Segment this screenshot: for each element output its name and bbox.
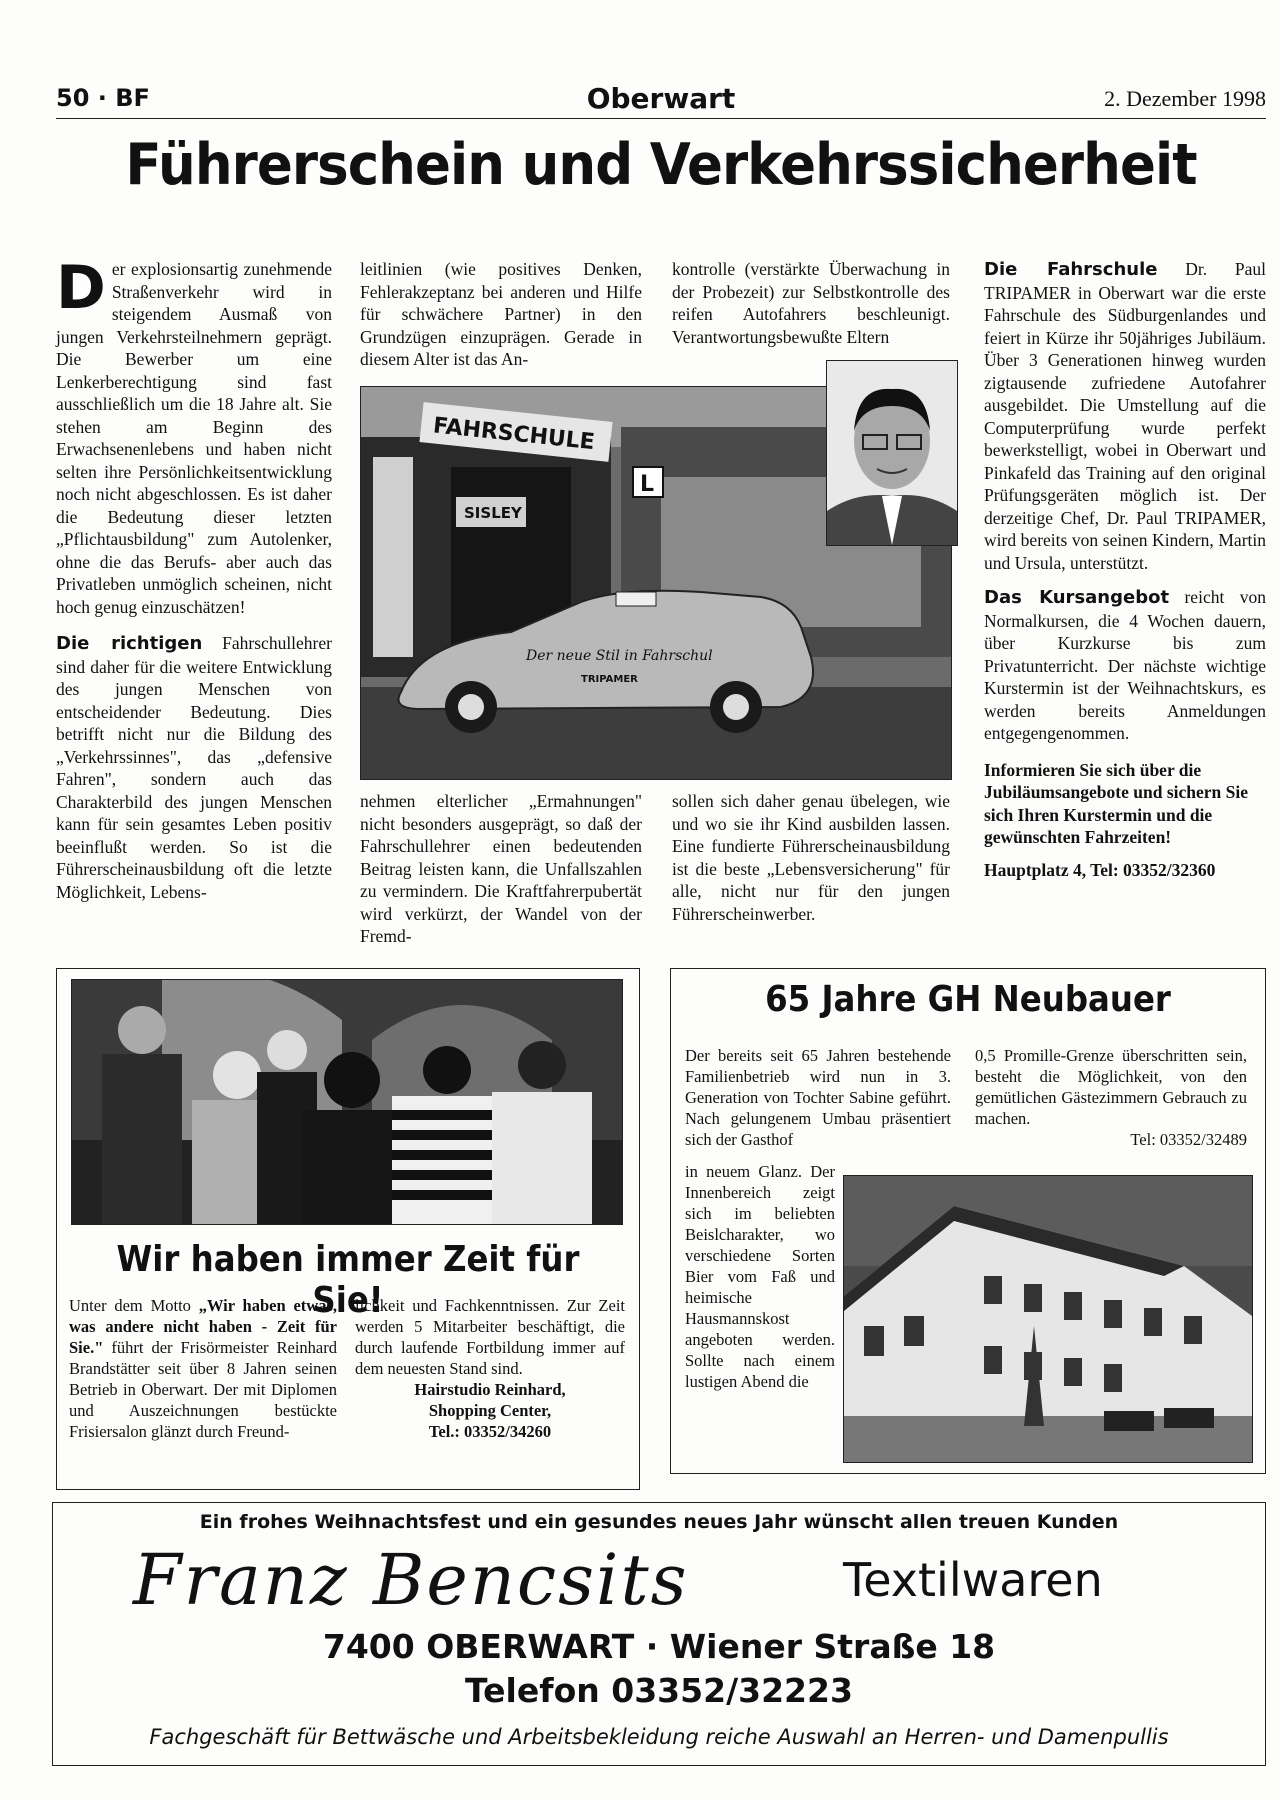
- hairstudio-intro: Unter dem Motto: [69, 1296, 199, 1315]
- col2-bottom-text: nehmen elterlicher „Ermahnungen" nicht besonders ausgeprägt, so daß der Fahrschullehrer einen bedeutenden Beitrag leisten kann, die Unfallszahlen zu vermindern. Die Kraftfahrerpubertät wird verkürzt, der Wandel von der Fremd-: [360, 791, 642, 946]
- col4-call-to-action: Informieren Sie sich über die Jubiläumsangebote und sichern Sie sich Ihren Kurstermin und die gewünschten Fahrzeiten!: [984, 759, 1249, 847]
- hairstudio-signature-location: Shopping Center,: [428, 1401, 552, 1420]
- issue-date: 2. Dezember 1998: [1104, 86, 1266, 111]
- gh-body-1: Der bereits seit 65 Jahren bestehende Familienbetrieb wird nun in 3. Generation von Tochter Sabine geführt. Nach gelungenem Umbau präsentiert sich der Gasthof: [685, 1046, 951, 1149]
- col4-lead-in-1: Die Fahrschule: [984, 259, 1158, 280]
- ad-owner-name: Franz Bencsits: [133, 1539, 689, 1621]
- textilwaren-ad: [52, 1502, 1266, 1766]
- col4-contact: Hauptplatz 4, Tel: 03352/32360: [984, 859, 1216, 880]
- sign-l-plate: L: [640, 472, 655, 497]
- dropcap: D: [56, 253, 106, 323]
- hairstudio-signature-name: Hairstudio Reinhard,: [414, 1380, 566, 1399]
- sign-sisley: SISLEY: [464, 504, 522, 522]
- gasthof-photo: [843, 1175, 1253, 1463]
- article-column-2-top: [360, 258, 642, 381]
- article-column-2-bottom: [360, 790, 642, 958]
- hairstudio-team-photo: [71, 979, 623, 1225]
- hairstudio-body: führt der Frisörmeister Reinhard Brandstätter seit über 8 Jahren seinen Betrieb in Oberwart. Der mit Diplomen und Auszeichnungen bestückte Frisiersalon glänzt durch Freund-: [69, 1338, 337, 1441]
- gh-body-3: 0,5 Promille-Grenze überschritten sein, besteht die Möglichkeit, von den gemütlichen Gästezimmern Gebrauch zu machen.: [975, 1046, 1247, 1128]
- portrait-photo: [826, 360, 958, 546]
- car-brand: TRIPAMER: [581, 674, 638, 685]
- gh-body-2: in neuem Glanz. Der Innenbereich zeigt sich im beliebten Beislcharakter, wo verschiedene Sorten Bier vom Faß und heimische Hausmannskost angeboten werden. Sollte nach einem lustigen Abend die: [685, 1162, 835, 1391]
- hairstudio-body-2: lichkeit und Fachkenntnissen. Zur Zeit werden 5 Mitarbeiter beschäftigt, die durch laufende Fortbildung immer auf dem neuesten Stand sind.: [355, 1296, 625, 1378]
- hairstudio-motto: „Wir haben etwas, was andere nicht haben - Zeit für Sie.": [69, 1296, 337, 1357]
- article-column-3-top: [672, 258, 950, 358]
- section-title: Oberwart: [586, 82, 736, 115]
- ad-greeting: Ein frohes Weihnachtsfest und ein gesundes neues Jahr wünscht allen treuen Kunden: [199, 1511, 1119, 1533]
- gh-text-left-narrow: [685, 1161, 835, 1392]
- col3-top-text: kontrolle (verstärkte Überwachung in der Probezeit) zur Selbstkontrolle des reifen Autofahrers beschleunigt. Verantwortungsbewußte Eltern: [672, 259, 950, 347]
- ad-brand-line: [53, 1539, 1265, 1629]
- article-column-3-bottom: [672, 790, 950, 935]
- ad-address: 7400 OBERWART · Wiener Straße 18: [322, 1627, 996, 1666]
- article-column-4: [984, 258, 1266, 891]
- sign-fahrschule: FAHRSCHULE: [431, 413, 596, 456]
- hairstudio-ad: [56, 968, 640, 1490]
- col2-top-text: leitlinien (wie positives Denken, Fehlerakzeptanz bei anderen und Hilfe für schwächere Partner) in den Grundzügen einzuprägen. Gerade in diesem Alter ist das An-: [360, 259, 642, 369]
- gh-text-right: [975, 1045, 1247, 1150]
- gh-neubauer-headline: 65 Jahre GH Neubauer: [765, 979, 1171, 1020]
- ad-phone: Telefon 03352/32223: [465, 1671, 853, 1710]
- ad-tagline: Fachgeschäft für Bettwäsche und Arbeitsbekleidung reiche Auswahl an Herren- und Damenpullis: [149, 1725, 1169, 1749]
- col4-lead-in-2: Das Kursangebot: [984, 587, 1170, 608]
- hairstudio-text-left: [69, 1295, 337, 1442]
- gh-phone: Tel: 03352/32489: [1130, 1130, 1247, 1149]
- col1-paragraph-2: Fahrschullehrer sind daher für die weitere Entwicklung des jungen Menschen von entscheidender Bedeutung. Dies betrifft nicht nur die Bildung des „Verkehrssinnes", das „defensive Fahren", sondern auch das Charakterbild des jungen Menschen kann für sein gesamtes Leben positiv beeinflußt werden. So ist die Führerscheinausbildung oft die letzte Möglichkeit, Lebens-: [56, 633, 332, 902]
- hairstudio-text-right: [355, 1295, 625, 1442]
- hairstudio-headline: Wir haben immer Zeit für Sie!: [116, 1239, 580, 1321]
- col1-paragraph-1: er explosionsartig zunehmende Straßenverkehr wird in steigendem Ausmaß von jungen Verkehrsteilnehmern geprägt. Die Bewerber um eine Lenkerberechtigung sind fast ausschließlich um die 18 Jahre alt. Sie stehen am Beginn des Erwachsenenlebens und haben nicht selten ihre Persönlichkeitsentwicklung noch nicht abgeschlossen. Es ist daher die Bedeutung dieser letzten „Pflichtausbildung" zum Autolenker, ohne die das Berufs- aber auch das Privatleben unmöglich scheinen, nicht hoch genug einzuschätzen!: [56, 259, 332, 617]
- ad-business-type: Textilwaren: [843, 1553, 1103, 1607]
- gh-text-left-top: [685, 1045, 951, 1150]
- col4-paragraph-2: reicht von Normalkursen, die 4 Wochen dauern, über Kurzkurse bis zum Privatunterricht. Der nächste wichtige Kurstermin ist der Weihnachtskurs, es werden bereits Anmeldungen entgegengenommen.: [984, 587, 1266, 743]
- col1-lead-in: Die richtigen: [56, 633, 203, 654]
- hairstudio-signature-phone: Tel.: 03352/34260: [428, 1422, 552, 1441]
- col4-paragraph-1: Dr. Paul TRIPAMER in Oberwart war die erste Fahrschule des Südburgenlandes und feiert in Kürze ihr 50jähriges Jubiläum. Über 3 Generationen hinweg wurden zigtausende zufriedene Autofahrer ausgebildet. Die Umstellung auf die Computerprüfung wurde perfekt bewerkstelligt, wobei in Oberwart und Pinkafeld das Training auf den original Prüfungsgeräten möglich ist. Der derzeitige Chef, Dr. Paul TRIPAMER, wird bereits von seinen Kindern, Martin und Ursula, unterstützt.: [984, 259, 1266, 573]
- car-slogan: Der neue Stil in Fahrschul: [526, 648, 713, 664]
- col3-bottom-text: sollen sich daher genau übelegen, wie und wo sie ihr Kind ausbilden lassen. Eine fundierte Führerscheinausbildung ist die beste „Lebensversicherung" für alle, nicht nur für den jungen Führerscheinwerber.: [672, 791, 950, 924]
- page-number: 50 · BF: [56, 84, 150, 112]
- article-column-1: [56, 253, 332, 913]
- page-header: [56, 82, 1266, 119]
- article-headline: Führerschein und Verkehrssicherheit: [125, 132, 1197, 198]
- gh-neubauer-ad: [670, 968, 1266, 1474]
